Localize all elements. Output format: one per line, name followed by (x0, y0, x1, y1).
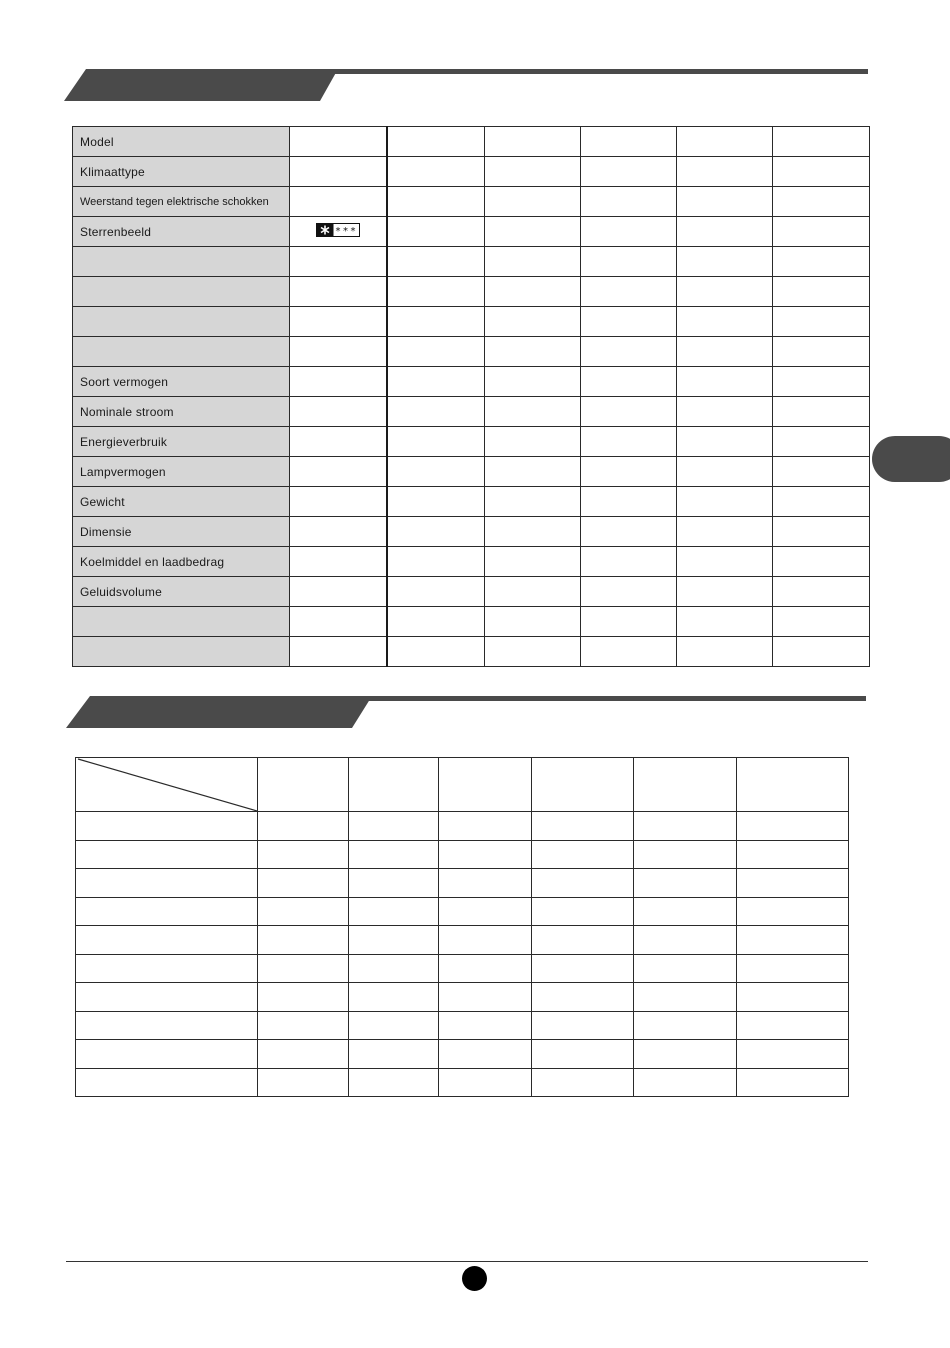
spec-row-label: Energieverbruik (73, 427, 290, 457)
data-table-cell (258, 897, 349, 926)
spec-value-cell (677, 457, 773, 487)
spec-value-cell (581, 607, 677, 637)
spec-value-cell (485, 457, 581, 487)
spec-value-cell (485, 187, 581, 217)
spec-value-cell (677, 637, 773, 667)
spec-value-cell (290, 637, 387, 667)
data-table-cell (439, 840, 532, 869)
spec-value-cell (485, 637, 581, 667)
data-table-cell (634, 812, 737, 841)
spec-value-cell (387, 157, 485, 187)
spec-value-cell (290, 547, 387, 577)
spec-value-cell (773, 517, 870, 547)
data-table-cell (76, 954, 258, 983)
spec-value-cell (485, 127, 581, 157)
spec-value-cell (485, 607, 581, 637)
spec-value-cell (485, 337, 581, 367)
spec-value-cell (677, 577, 773, 607)
spec-value-cell (387, 367, 485, 397)
data-table-cell (532, 812, 634, 841)
spec-row-label: Soort vermogen (73, 367, 290, 397)
spec-value-cell (581, 247, 677, 277)
spec-row (73, 517, 870, 547)
spec-row-label: Gewicht (73, 487, 290, 517)
spec-row (73, 277, 870, 307)
data-table-cell (737, 983, 849, 1012)
data-table-cell (349, 983, 439, 1012)
data-table-cell (532, 983, 634, 1012)
spec-value-cell (581, 367, 677, 397)
spec-value-cell (485, 217, 581, 247)
spec-value-cell (677, 307, 773, 337)
spec-value-cell (290, 127, 387, 157)
spec-value-cell (387, 427, 485, 457)
spec-value-cell (290, 277, 387, 307)
spec-value-cell (773, 337, 870, 367)
data-table-row (76, 1040, 849, 1069)
data-table-header-cell (349, 758, 439, 812)
spec-row (73, 427, 870, 457)
spec-value-cell (485, 547, 581, 577)
spec-value-cell (387, 307, 485, 337)
spec-value-cell (387, 337, 485, 367)
data-table-cell (258, 869, 349, 898)
svg-text:*: * (350, 226, 356, 237)
spec-row (73, 157, 870, 187)
data-table-cell (439, 812, 532, 841)
spec-value-cell (485, 247, 581, 277)
spec-value-cell (387, 517, 485, 547)
spec-value-cell (581, 157, 677, 187)
data-table-cell (258, 983, 349, 1012)
spec-row-label (73, 607, 290, 637)
data-table-cell (349, 1011, 439, 1040)
data-table-cell (737, 1011, 849, 1040)
freezer-star-rating-icon (316, 223, 360, 240)
spec-value-cell (290, 487, 387, 517)
data-table-cell (634, 869, 737, 898)
spec-value-cell (773, 427, 870, 457)
data-table-header-cell (532, 758, 634, 812)
spec-value-cell (677, 247, 773, 277)
data-table-row (76, 983, 849, 1012)
section-header-2 (64, 693, 868, 731)
spec-row-label: Dimensie (73, 517, 290, 547)
spec-row (73, 337, 870, 367)
data-table-cell (258, 954, 349, 983)
spec-value-cell (290, 187, 387, 217)
spec-value-cell (677, 547, 773, 577)
data-table-cell (349, 897, 439, 926)
spec-row (73, 187, 870, 217)
data-table-header-cell (634, 758, 737, 812)
spec-value-cell (677, 487, 773, 517)
chapter-side-tab (872, 436, 950, 482)
data-table-cell (76, 926, 258, 955)
spec-value-cell (387, 217, 485, 247)
spec-value-cell (581, 517, 677, 547)
data-table-cell (634, 897, 737, 926)
spec-value-cell (773, 607, 870, 637)
data-table-cell (76, 897, 258, 926)
data-table-cell (439, 983, 532, 1012)
data-table-cell (258, 926, 349, 955)
data-table-cell (634, 926, 737, 955)
spec-value-cell (387, 187, 485, 217)
page-number-dot (462, 1266, 487, 1291)
svg-text:*: * (342, 226, 348, 237)
data-table-cell (258, 1011, 349, 1040)
data-table-cell (634, 1040, 737, 1069)
spec-value-cell (773, 457, 870, 487)
spec-row (73, 307, 870, 337)
data-table-cell (634, 983, 737, 1012)
spec-value-cell (290, 247, 387, 277)
spec-value-cell (773, 397, 870, 427)
specifications-table (72, 126, 870, 667)
data-table-cell (258, 840, 349, 869)
spec-row (73, 247, 870, 277)
spec-value-cell (485, 277, 581, 307)
data-table-row (76, 897, 849, 926)
data-table-cell (634, 1068, 737, 1097)
spec-row-label: Model (73, 127, 290, 157)
data-table-cell (532, 1011, 634, 1040)
spec-row-label: Sterrenbeeld (73, 217, 290, 247)
spec-row-label (73, 307, 290, 337)
data-table-cell (737, 869, 849, 898)
spec-value-cell (773, 307, 870, 337)
data-table-cell (76, 1011, 258, 1040)
spec-row-label (73, 637, 290, 667)
spec-row-label: Koelmiddel en laadbedrag (73, 547, 290, 577)
spec-value-cell (485, 577, 581, 607)
data-table-cell (439, 1068, 532, 1097)
data-table-cell (532, 1040, 634, 1069)
spec-value-cell (387, 127, 485, 157)
spec-value-cell (387, 397, 485, 427)
spec-value-cell (773, 127, 870, 157)
spec-value-cell (773, 157, 870, 187)
spec-value-cell (290, 427, 387, 457)
spec-value-cell (581, 337, 677, 367)
spec-value-cell (581, 277, 677, 307)
spec-row (73, 577, 870, 607)
spec-value-cell (290, 607, 387, 637)
spec-row (73, 127, 870, 157)
spec-row (73, 487, 870, 517)
data-table-cell (737, 812, 849, 841)
spec-value-cell (773, 487, 870, 517)
data-table-cell (349, 812, 439, 841)
spec-value-cell (773, 547, 870, 577)
spec-value-cell (581, 577, 677, 607)
spec-value-cell (773, 277, 870, 307)
spec-value-cell (387, 247, 485, 277)
spec-value-cell (581, 457, 677, 487)
spec-value-cell (485, 397, 581, 427)
spec-value-cell (581, 427, 677, 457)
data-table-cell (737, 1040, 849, 1069)
spec-row (73, 457, 870, 487)
data-table-cell (258, 1040, 349, 1069)
spec-value-cell (677, 127, 773, 157)
data-table-row (76, 812, 849, 841)
spec-row-label: Geluidsvolume (73, 577, 290, 607)
spec-value-cell (290, 337, 387, 367)
spec-value-cell (773, 577, 870, 607)
spec-value-cell (485, 367, 581, 397)
spec-value-cell (290, 397, 387, 427)
data-table-cell (76, 812, 258, 841)
spec-value-cell (290, 157, 387, 187)
spec-value-cell (677, 367, 773, 397)
data-table-cell (532, 926, 634, 955)
spec-value-cell (290, 577, 387, 607)
spec-value-cell (677, 607, 773, 637)
spec-value-cell (773, 217, 870, 247)
data-table-cell (532, 897, 634, 926)
data-table-row (76, 1068, 849, 1097)
spec-value-cell (677, 217, 773, 247)
spec-value-cell (485, 157, 581, 187)
data-table-cell (737, 897, 849, 926)
data-table-cell (258, 812, 349, 841)
data-table-cell (76, 983, 258, 1012)
spec-row (73, 637, 870, 667)
spec-row (73, 397, 870, 427)
spec-value-cell (290, 367, 387, 397)
footer-rule (66, 1261, 868, 1262)
spec-value-cell (290, 217, 387, 247)
spec-value-cell (387, 547, 485, 577)
spec-value-cell (677, 427, 773, 457)
spec-value-cell (485, 517, 581, 547)
spec-row (73, 607, 870, 637)
spec-row-label (73, 277, 290, 307)
data-table-cell (737, 840, 849, 869)
data-table-header-cell (439, 758, 532, 812)
data-table-header-cell (737, 758, 849, 812)
spec-value-cell (773, 637, 870, 667)
data-table-cell (349, 954, 439, 983)
data-table-cell (349, 1068, 439, 1097)
spec-value-cell (290, 307, 387, 337)
spec-value-cell (677, 157, 773, 187)
spec-value-cell (677, 277, 773, 307)
spec-value-cell (677, 187, 773, 217)
data-table-cell (349, 869, 439, 898)
section-header-1 (62, 66, 870, 104)
data-table-cell (76, 1040, 258, 1069)
spec-value-cell (290, 517, 387, 547)
data-table-cell (737, 926, 849, 955)
spec-value-cell (387, 457, 485, 487)
data-table-cell (76, 1068, 258, 1097)
spec-value-cell (581, 307, 677, 337)
spec-value-cell (485, 427, 581, 457)
data-table-row (76, 1011, 849, 1040)
data-table (75, 757, 849, 1097)
spec-value-cell (677, 517, 773, 547)
data-table-cell (258, 1068, 349, 1097)
data-table-cell (532, 869, 634, 898)
data-table-cell (76, 869, 258, 898)
spec-value-cell (581, 127, 677, 157)
data-table-cell (532, 840, 634, 869)
data-table-cell (532, 954, 634, 983)
data-table-cell (532, 1068, 634, 1097)
data-table-cell (439, 1040, 532, 1069)
data-table-cell (439, 869, 532, 898)
data-table-cell (737, 954, 849, 983)
spec-value-cell (387, 577, 485, 607)
spec-value-cell (581, 547, 677, 577)
data-table-cell (634, 954, 737, 983)
data-table-row (76, 840, 849, 869)
spec-row-label: Klimaattype (73, 157, 290, 187)
data-table-cell (349, 1040, 439, 1069)
data-table-cell (439, 926, 532, 955)
data-table-cell (439, 1011, 532, 1040)
spec-value-cell (387, 487, 485, 517)
data-table-cell (439, 897, 532, 926)
spec-value-cell (773, 187, 870, 217)
spec-value-cell (581, 487, 677, 517)
data-table-row (76, 926, 849, 955)
data-table-header-row (76, 758, 849, 812)
spec-row-label: Weerstand tegen elektrische schokken (73, 187, 290, 217)
diagonal-header-cell (76, 758, 258, 812)
spec-value-cell (581, 187, 677, 217)
data-table-row (76, 954, 849, 983)
spec-row-label (73, 337, 290, 367)
spec-row-label: Nominale stroom (73, 397, 290, 427)
data-table-cell (634, 1011, 737, 1040)
spec-value-cell (773, 367, 870, 397)
spec-value-cell (485, 307, 581, 337)
data-table-cell (76, 840, 258, 869)
spec-row-label: Lampvermogen (73, 457, 290, 487)
spec-row (73, 547, 870, 577)
spec-value-cell (581, 217, 677, 247)
data-table-cell (737, 1068, 849, 1097)
data-table-cell (634, 840, 737, 869)
svg-text:*: * (335, 226, 341, 237)
spec-value-cell (677, 397, 773, 427)
spec-value-cell (581, 637, 677, 667)
spec-value-cell (485, 487, 581, 517)
spec-value-cell (581, 397, 677, 427)
spec-value-cell (387, 277, 485, 307)
spec-row (73, 217, 870, 247)
spec-value-cell (677, 337, 773, 367)
spec-value-cell (773, 247, 870, 277)
data-table-row (76, 869, 849, 898)
spec-row (73, 367, 870, 397)
spec-value-cell (387, 637, 485, 667)
data-table-cell (349, 926, 439, 955)
data-table-header-cell (258, 758, 349, 812)
spec-value-cell (387, 607, 485, 637)
data-table-cell (349, 840, 439, 869)
data-table-cell (439, 954, 532, 983)
spec-value-cell (290, 457, 387, 487)
spec-row-label (73, 247, 290, 277)
